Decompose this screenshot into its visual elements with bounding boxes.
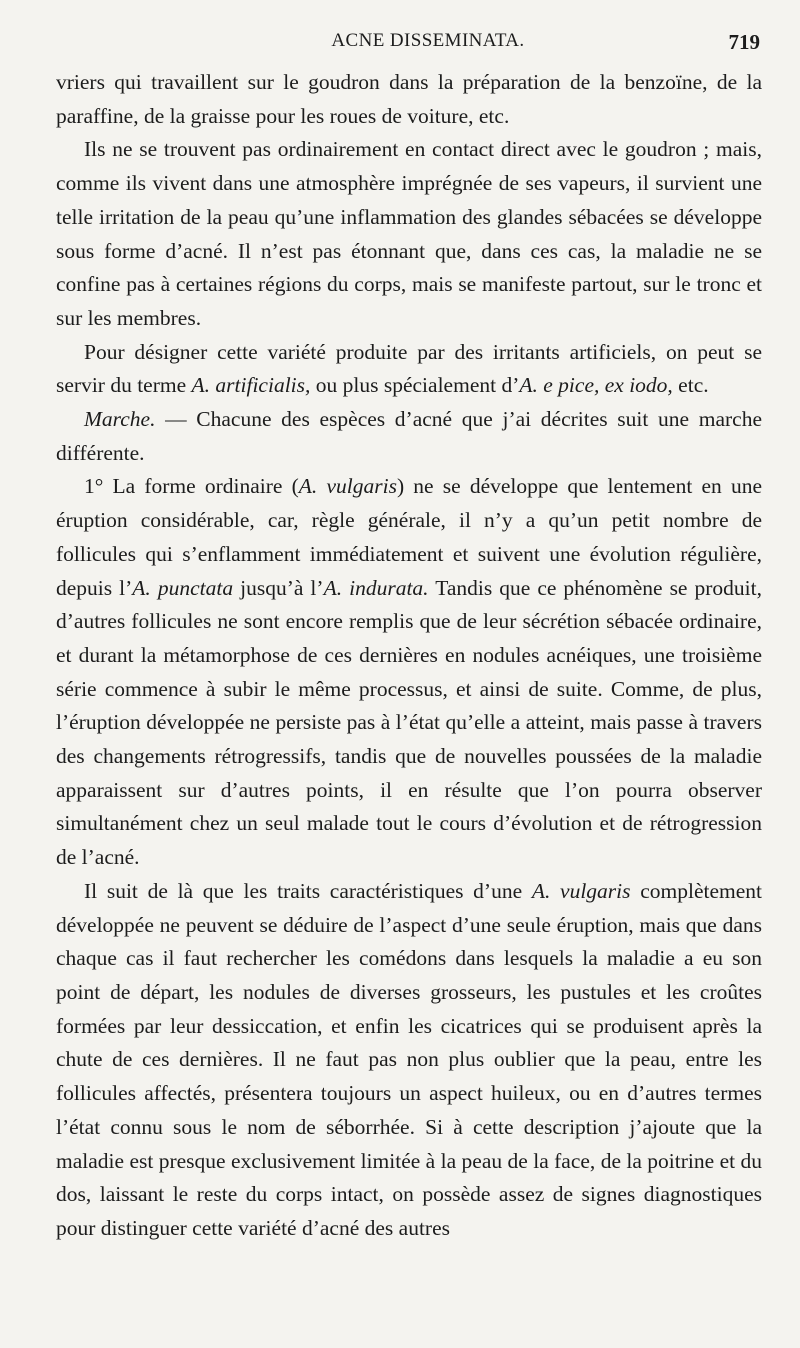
text-run: ou plus spécialement d’: [310, 373, 520, 398]
text-run: complètement développée ne peuvent se déduire de l’aspect d’une seule éruption, mais que dans chaque cas il faut rechercher les comédons dans lesquels la maladie a eu son point de départ, les nodules de diverses grosseurs, les pustules et les croûtes formées par leur dessiccation, et enfin les cicatrices qui se produisent après la chute de ces dernières. Il ne faut pas non plus oublier que la peau, entre les follicules affectés, présentera toujours un aspect huileux, ou en d’autres termes l’état connu sous le nom de séborrhée. Si à cette description j’ajoute que la maladie est presque exclusivement limitée à la peau de la face, de la poitrine et du dos, laissant le reste du corps intact, on possède assez de signes diagnostiques pour distinguer cette variété d’acné des autres: [56, 878, 762, 1240]
paragraph: [56, 403, 762, 470]
body-text: [56, 66, 762, 1246]
text-run: Pour désigner cette variété produite par des irritants artificiels, on peut se servir du terme: [56, 339, 762, 398]
paragraph: [56, 875, 762, 1246]
section-heading: Marche.: [84, 407, 156, 432]
running-head: ACNE DISSEMINATA.: [331, 30, 525, 51]
paragraph: [56, 336, 762, 403]
text-run: vriers qui travaillent sur le goudron dans la préparation de la benzoïne, de la paraffine, de la graisse pour les roues de voiture, etc.: [56, 70, 762, 128]
paragraph: [56, 66, 762, 133]
paragraph: [56, 470, 762, 874]
italic-term: A. vulgaris: [298, 474, 397, 499]
text-run: etc.: [672, 373, 709, 398]
italic-term: A. vulgaris: [531, 878, 631, 903]
italic-term: A. indurata.: [323, 575, 429, 600]
page-number: 719: [728, 30, 760, 54]
text-run: Ils ne se trouvent pas ordinairement en contact direct avec le goudron ; mais, comme ils vivent dans une atmosphère imprégnée de ses vapeurs, il survient une telle irritation de la peau qu’une inflammation des glandes sébacées se développe sous forme d’acné. Il n’est pas étonnant que, dans ces cas, la maladie ne se confine pas à certaines régions du corps, mais se manifeste partout, sur le tronc et sur les membres.: [56, 137, 762, 330]
text-run: — Chacune des espèces d’acné que j’ai décrites suit une marche différente.: [56, 407, 762, 465]
italic-term: A. punctata: [132, 575, 234, 600]
paragraph: [56, 133, 762, 335]
text-run: jusqu’à l’: [233, 575, 324, 600]
text-run: ) ne se développe que lentement en une éruption considérable, car, règle générale, il n’y a qu’un petit nombre de follicules qui s’enflamment immédiatement et suivent une évolution régulière, depuis l’: [56, 474, 762, 600]
page-header: [56, 30, 760, 56]
italic-term: A. e pice, ex iodo,: [519, 373, 673, 398]
text-run: 1° La forme ordinaire (: [84, 474, 299, 499]
text-run: Tandis que ce phénomène se produit, d’autres follicules ne sont encore remplis que de leur sécrétion sébacée ordinaire, et durant la métamorphose de ces dernières en nodules acnéiques, une troisième série commence à subir le même processus, et ainsi de suite. Comme, de plus, l’éruption développée ne persiste pas à l’état qu’elle a atteint, mais passe à travers des changements rétrogressifs, tandis que de nouvelles poussées de la maladie apparaissent sur d’autres points, il en résulte que l’on pourra observer simultanément chez un seul malade tout le cours d’évolution et de rétrogression de l’acné.: [56, 575, 762, 870]
text-run: Il suit de là que les traits caractéristiques d’une: [84, 878, 532, 903]
italic-term: A. artificialis,: [191, 373, 311, 398]
